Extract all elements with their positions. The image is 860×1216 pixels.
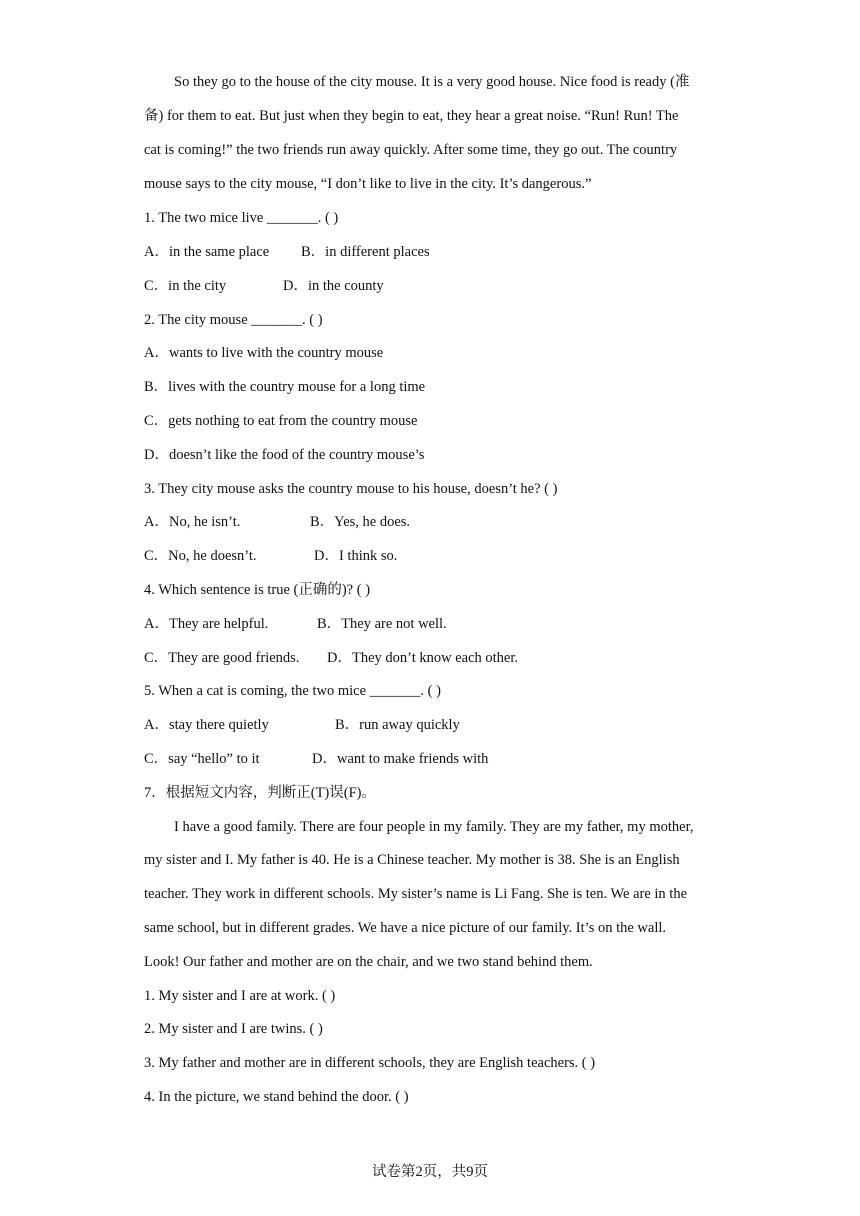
option-d: D．in the county (283, 278, 384, 294)
question-3-options-row1 (144, 512, 410, 532)
section-7-heading: 7．根据短文内容，判断正(T)误(F)。 (144, 785, 376, 801)
passage2-line: I have a good family. There are four people in my family. They are my father, my mother, (174, 819, 694, 835)
option-d: D．want to make friends with (312, 751, 489, 767)
option-a: A．in the same place (144, 244, 270, 260)
question-4-stem: 4. Which sentence is true (正确的)? ( ) (144, 582, 371, 598)
question-4-options-row1 (144, 614, 447, 634)
option-d: D．They don’t know each other. (327, 650, 519, 666)
option-a: A．stay there quietly (144, 717, 269, 733)
question-3-options-row2 (144, 546, 397, 566)
option-c: C．say “hello” to it (144, 751, 260, 767)
passage2-line: teacher. They work in different schools. My sister’s name is Li Fang. She is ten. We are in the (144, 886, 688, 902)
option-b: B．in different places (301, 244, 430, 260)
option-b: B．They are not well. (317, 616, 447, 632)
option-a: A．wants to live with the country mouse (144, 345, 384, 361)
question-1-options-row2 (144, 276, 384, 296)
option-b: B．run away quickly (335, 717, 460, 733)
page-footer: 试卷第2页，共9页 (372, 1164, 488, 1180)
option-c: C．in the city (144, 278, 227, 294)
tf-question: 4. In the picture, we stand behind the door. ( ) (144, 1089, 409, 1105)
passage2-line: Look! Our father and mother are on the chair, and we two stand behind them. (144, 954, 593, 970)
question-2-stem: 2. The city mouse _______. ( ) (144, 312, 323, 328)
passage1-line: So they go to the house of the city mouse. It is a very good house. Nice food is ready (准 (174, 74, 690, 90)
question-1-options-row1 (144, 242, 430, 262)
option-d: D．I think so. (314, 548, 398, 564)
option-a: A．They are helpful. (144, 616, 269, 632)
tf-question: 1. My sister and I are at work. ( ) (144, 988, 336, 1004)
passage1-line: cat is coming!” the two friends run away quickly. After some time, they go out. The country (144, 142, 678, 158)
question-5-options-row1 (144, 715, 460, 735)
question-5-stem: 5. When a cat is coming, the two mice _______. ( ) (144, 683, 441, 699)
option-c: C．gets nothing to eat from the country mouse (144, 413, 418, 429)
passage2-line: my sister and I. My father is 40. He is a Chinese teacher. My mother is 38. She is an English (144, 852, 680, 868)
question-4-options-row2 (144, 648, 518, 668)
option-b: B．lives with the country mouse for a long time (144, 379, 426, 395)
option-c: C．They are good friends. (144, 650, 300, 666)
option-d: D．doesn’t like the food of the country mouse’s (144, 447, 425, 463)
option-a: A．No, he isn’t. (144, 514, 241, 530)
tf-question: 2. My sister and I are twins. ( ) (144, 1021, 323, 1037)
option-b: B．Yes, he does. (310, 514, 411, 530)
passage2-line: same school, but in different grades. We have a nice picture of our family. It’s on the wall. (144, 920, 667, 936)
question-5-options-row2 (144, 749, 488, 769)
question-1-stem: 1. The two mice live _______. ( ) (144, 210, 339, 226)
passage1-line: mouse says to the city mouse, “I don’t like to live in the city. It’s dangerous.” (144, 176, 592, 192)
option-c: C．No, he doesn’t. (144, 548, 257, 564)
passage1-line: 备) for them to eat. But just when they begin to eat, they hear a great noise. “Run! Run! The (144, 108, 679, 124)
tf-question: 3. My father and mother are in different schools, they are English teachers. ( ) (144, 1055, 596, 1071)
question-3-stem: 3. They city mouse asks the country mouse to his house, doesn’t he? ( ) (144, 481, 558, 497)
